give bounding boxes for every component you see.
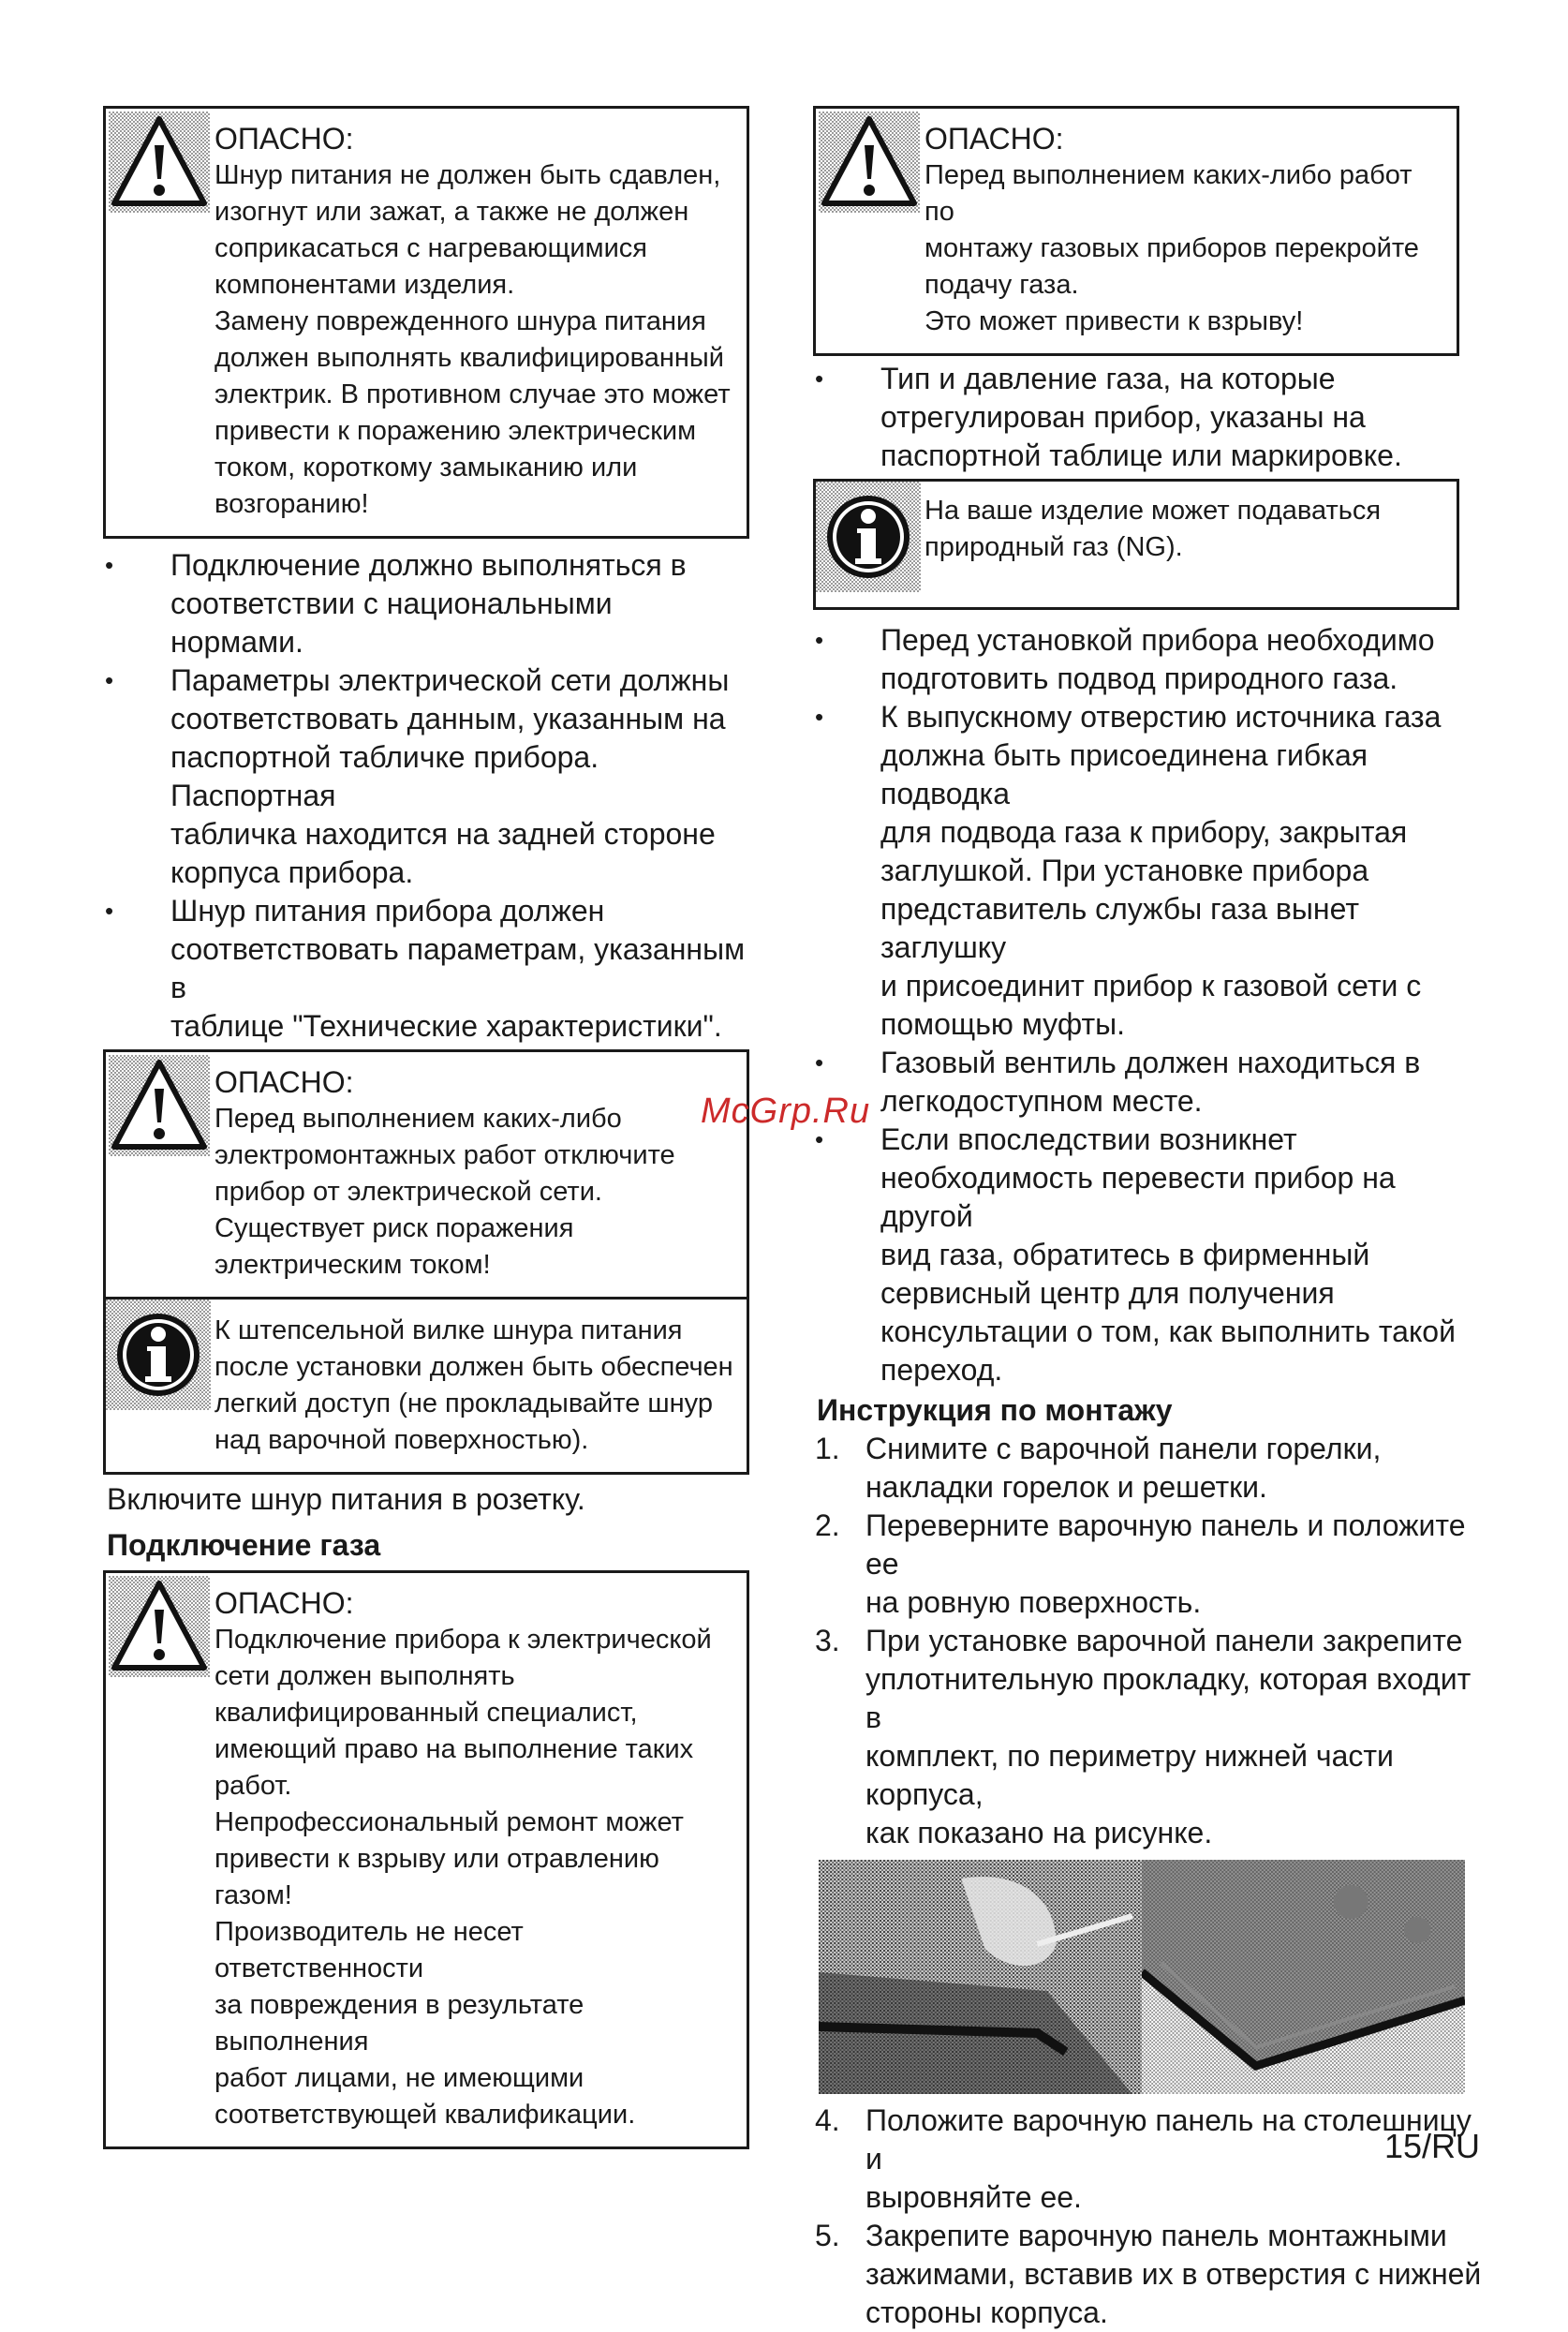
list-item-line: К выпускному отверстию источника газа [880, 700, 1442, 734]
list-item-line: таблице "Технические характеристики". [170, 1009, 722, 1043]
info-icon [106, 1300, 211, 1410]
warning-heading: ОПАСНО: [214, 1586, 354, 1620]
step-item [813, 2217, 1487, 2332]
warning-line: Подключение прибора к электрической [214, 1625, 712, 1655]
bullet-list-gas-type [813, 360, 1487, 475]
warning-line: имеющий право на выполнение таких [214, 1734, 694, 1764]
warning-line: подачу газа. [925, 270, 1079, 300]
warning-line: соответствующей квалификации. [214, 2100, 636, 2130]
warning-line: током, короткому замыканию или [214, 453, 638, 483]
warning-line: за повреждения в результате выполнения [214, 1990, 584, 2057]
step-number: 3. [815, 1624, 840, 1657]
list-item-line: соответствовать данным, указанным на [170, 702, 726, 735]
warning-line: работ лицами, не имеющими [214, 2063, 584, 2093]
bullet-icon: • [105, 666, 114, 694]
info-line: после установки должен быть обеспечен [214, 1352, 733, 1382]
warning-line: работ. [214, 1771, 292, 1801]
warning-line: Шнур питания не должен быть сдавлен, [214, 160, 721, 190]
bullet-icon: • [815, 1048, 824, 1077]
page-number: 15/RU [1384, 2127, 1481, 2165]
warning-line: электромонтажных работ отключите [214, 1140, 675, 1170]
info-box-plug-access [103, 1297, 749, 1475]
right-column [813, 106, 1487, 2332]
info-line: природный газ (NG). [925, 532, 1183, 562]
warning-line: сети должен выполнять [214, 1661, 515, 1691]
step-line: как показано на рисунке. [865, 1816, 1213, 1849]
warning-line: электрик. В противном случае это может [214, 379, 731, 409]
step-line: Снимите с варочной панели горелки, [865, 1432, 1382, 1465]
warning-line: Это может привести к взрыву! [925, 306, 1304, 336]
bullet-icon: • [815, 703, 824, 731]
list-item-line: подготовить подвод природного газа. [880, 661, 1398, 695]
list-item-line: Шнур питания прибора должен [170, 894, 605, 928]
info-line: К штепсельной вилке шнура питания [214, 1315, 683, 1345]
list-item-line: консультации о том, как выполнить такой [880, 1315, 1456, 1348]
step-line: Закрепите варочную панель монтажными [865, 2219, 1447, 2252]
warning-triangle-icon [819, 111, 920, 213]
step-line: Переверните варочную панель и положите ее [865, 1508, 1466, 1581]
step-line: накладки горелок и решетки. [865, 1470, 1267, 1504]
list-item-line: Если впоследствии возникнет [880, 1122, 1297, 1156]
warning-line: Существует риск поражения [214, 1213, 574, 1243]
warning-line: соприкасаться с нагревающимися [214, 233, 647, 263]
list-item-line: корпуса прибора. [170, 855, 414, 889]
list-item-line: Газовый вентиль должен находиться в [880, 1046, 1421, 1079]
warning-triangle-icon [109, 1055, 210, 1156]
watermark: McGrp.Ru [701, 1092, 871, 1131]
list-item [813, 1044, 1487, 1121]
list-item-line: Параметры электрической сети должны [170, 663, 730, 697]
warning-line: изогнут или зажат, а также не должен [214, 197, 689, 227]
bullet-list-gas-connection [813, 621, 1487, 1389]
list-item-line: должна быть присоединена гибкая подводка [880, 738, 1368, 810]
step-item [813, 1507, 1487, 1622]
step-number: 2. [815, 1508, 840, 1542]
left-column [103, 106, 749, 2149]
warning-line: должен выполнять квалифицированный [214, 343, 724, 373]
list-item-line: отрегулирован прибор, указаны на [880, 400, 1366, 434]
section-title-installation: Инструкция по монтажу [817, 1393, 1173, 1427]
warning-heading: ОПАСНО: [214, 122, 354, 156]
step-line: выровняйте ее. [865, 2180, 1082, 2214]
list-item-line: легкодоступном месте. [880, 1084, 1203, 1118]
list-item [103, 546, 749, 661]
seal-installation-photo-2 [1142, 1860, 1465, 2094]
list-item [813, 1121, 1487, 1389]
warning-line: электрическим током! [214, 1250, 491, 1280]
info-line: легкий доступ (не прокладывайте шнур [214, 1389, 713, 1419]
warning-line: Перед выполнением каких-либо работ по [925, 160, 1413, 227]
list-item [103, 892, 749, 1046]
bullet-icon: • [105, 897, 114, 925]
list-item-line: соответствовать параметрам, указанным в [170, 932, 746, 1004]
step-line: уплотнительную прокладку, которая входит в [865, 1662, 1472, 1734]
bullet-icon: • [815, 626, 824, 654]
bullet-icon: • [105, 551, 114, 579]
step-item [813, 1430, 1487, 1507]
info-line: На ваше изделие может подаваться [925, 496, 1382, 526]
warning-line: возгоранию! [214, 489, 369, 519]
warning-line: монтажу газовых приборов перекройте [925, 233, 1419, 263]
bullet-list-electrical [103, 546, 749, 1046]
seal-installation-photo-1 [819, 1860, 1142, 2094]
list-item-line: Перед установкой прибора необходимо [880, 623, 1435, 657]
list-item-line: необходимость перевести прибор на другой [880, 1161, 1396, 1233]
warning-triangle-icon [109, 111, 210, 213]
list-item-line: заглушкой. При установке прибора [880, 854, 1369, 887]
list-item [813, 621, 1487, 698]
bullet-icon: • [815, 364, 824, 393]
list-item-line: паспортной таблице или маркировке. [880, 438, 1402, 472]
warning-line: Непрофессиональный ремонт может [214, 1807, 684, 1837]
step-number: 5. [815, 2219, 840, 2252]
step-line: При установке варочной панели закрепите [865, 1624, 1463, 1657]
step-line: на ровную поверхность. [865, 1585, 1202, 1619]
list-item-line: представитель службы газа вынет заглушку [880, 892, 1359, 964]
info-box-natural-gas [813, 479, 1459, 610]
warning-box-qualified [103, 1570, 749, 2149]
step-number: 1. [815, 1432, 840, 1465]
warning-box-power-cord [103, 106, 749, 539]
warning-line: Производитель не несет ответственности [214, 1917, 524, 1983]
list-item-line: паспортной табличке прибора. Паспортная [170, 740, 599, 812]
list-item-line: переход. [880, 1353, 1003, 1387]
warning-line: Замену поврежденного шнура питания [214, 306, 706, 336]
list-item-line: и присоединит прибор к газовой сети с [880, 969, 1422, 1003]
warning-heading: ОПАСНО: [214, 1065, 354, 1099]
step-item [813, 1622, 1487, 1852]
list-item-line: сервисный центр для получения [880, 1276, 1335, 1310]
warning-line: квалифицированный специалист, [214, 1698, 638, 1728]
bullet-icon: • [815, 1125, 824, 1153]
list-item-line: табличка находится на задней стороне [170, 817, 716, 851]
list-item [103, 661, 749, 892]
step-number: 4. [815, 2103, 840, 2137]
step-line: зажимами, вставив их в отверстия с нижней [865, 2257, 1482, 2291]
warning-heading: ОПАСНО: [925, 122, 1064, 156]
warning-box-disconnect [103, 1049, 749, 1300]
list-item-line: Тип и давление газа, на которые [880, 362, 1336, 395]
section-title-gas: Подключение газа [107, 1528, 381, 1562]
warning-line: привести к взрыву или отравлению газом! [214, 1844, 659, 1910]
plug-in-text: Включите шнур питания в розетку. [107, 1482, 585, 1516]
warning-line: прибор от электрической сети. [214, 1177, 602, 1207]
list-item-line: для подвода газа к прибору, закрытая [880, 815, 1408, 849]
list-item [813, 360, 1487, 475]
step-line: Положите варочную панель на столешницу и [865, 2103, 1472, 2176]
list-item-line: вид газа, обратитесь в фирменный [880, 1238, 1370, 1271]
warning-box-gas-shutoff [813, 106, 1459, 356]
list-item-line: Подключение должно выполняться в [170, 548, 687, 582]
installation-photos [819, 1860, 1465, 2094]
warning-line: компонентами изделия. [214, 270, 515, 300]
warning-triangle-icon [109, 1576, 210, 1677]
warning-line: Перед выполнением каких-либо [214, 1104, 622, 1134]
list-item [813, 698, 1487, 1044]
info-line: над варочной поверхностью). [214, 1425, 589, 1455]
step-line: комплект, по периметру нижней части корпуса, [865, 1739, 1394, 1811]
step-line: стороны корпуса. [865, 2295, 1108, 2329]
list-item-line: помощью муфты. [880, 1007, 1125, 1041]
warning-line: привести к поражению электрическим [214, 416, 697, 446]
steps-list-1 [813, 1430, 1487, 1852]
info-icon [816, 482, 921, 592]
list-item-line: соответствии с национальными нормами. [170, 587, 613, 659]
